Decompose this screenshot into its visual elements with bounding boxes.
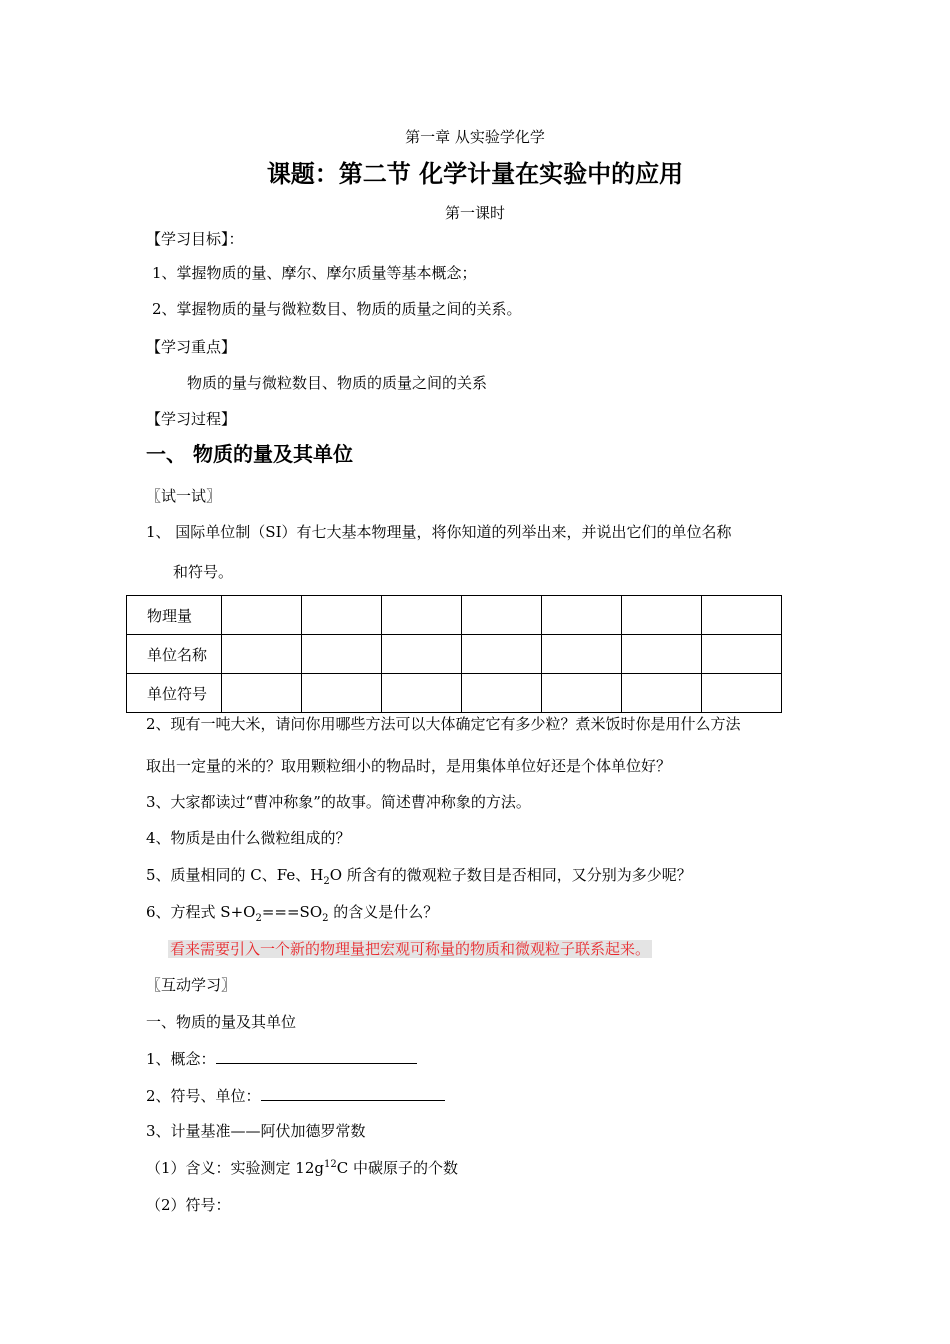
subscript: 2	[322, 913, 329, 924]
section-title: 一、 物质的量及其单位	[146, 442, 353, 466]
question-1: 1、 国际单位制（SI）有七大基本物理量，将你知道的列举出来，并说出它们的单位名称	[146, 523, 732, 541]
question-6-part: 6、方程式 S+O	[146, 903, 256, 921]
try-label: 〖试一试〗	[146, 487, 222, 505]
question-2-continued: 取出一定量的米的？取用颗粒细小的物品时，是用集体单位好还是个体单位好？	[146, 757, 672, 775]
table-cell	[382, 674, 462, 713]
question-4: 4、物质是由什么微粒组成的？	[146, 829, 351, 847]
quantity-table	[126, 595, 782, 713]
question-2: 2、现有一吨大米，请问你用哪些方法可以大体确定它有多少粒？煮米饭时你是用什么方法	[146, 715, 741, 733]
meaning-part: C 中碳原子的个数	[336, 1159, 458, 1177]
standard-item: 3、计量基准——阿伏加德罗常数	[146, 1122, 366, 1140]
highlight-text: 看来需要引入一个新的物理量把宏观可称量的物质和微观粒子联系起来。	[170, 940, 651, 958]
table-row	[127, 674, 782, 713]
question-5-part: O 所含有的微观粒子数目是否相同，又分别为多少呢？	[329, 866, 692, 884]
question-6	[146, 902, 438, 922]
table-row	[127, 596, 782, 635]
subscript: 2	[323, 876, 330, 887]
question-3: 3、大家都读过“曹冲称象”的故事。简述曹冲称象的方法。	[146, 793, 531, 811]
table-cell	[622, 674, 702, 713]
concept-blank[interactable]	[216, 1047, 417, 1064]
table-cell	[542, 635, 622, 674]
question-5	[146, 865, 692, 885]
symbol-unit-item	[146, 1084, 445, 1106]
question-5-part: 5、质量相同的 C、Fe、H	[146, 866, 324, 884]
table-cell	[382, 635, 462, 674]
lesson-title: 课题：第二节 化学计量在实验中的应用	[266, 160, 684, 188]
table-cell	[622, 596, 702, 635]
table-cell	[542, 596, 622, 635]
objective-item: 1、掌握物质的量、摩尔、摩尔质量等基本概念；	[152, 264, 477, 282]
lesson-period: 第一课时	[444, 204, 505, 222]
table-row-label: 物理量	[127, 596, 222, 635]
table-cell	[462, 674, 542, 713]
table-cell	[462, 635, 542, 674]
table-row-label: 单位符号	[127, 674, 222, 713]
table-cell	[702, 674, 782, 713]
focus-text: 物质的量与微粒数目、物质的质量之间的关系	[187, 374, 488, 392]
meaning-part: （1）含义：实验测定 12g	[146, 1159, 325, 1177]
table-cell	[622, 635, 702, 674]
table-cell	[702, 596, 782, 635]
concept-label: 1、概念：	[146, 1050, 216, 1068]
table-cell	[462, 596, 542, 635]
meaning-item	[146, 1158, 458, 1178]
table-cell	[222, 596, 302, 635]
chapter-heading: 第一章 从实验学化学	[405, 128, 545, 146]
table-row	[127, 635, 782, 674]
table-cell	[302, 596, 382, 635]
interactive-label: 〖互动学习〗	[146, 976, 237, 994]
question-1-continued: 和符号。	[173, 563, 234, 581]
question-6-part: 的含义是什么？	[328, 903, 439, 921]
table-row-label: 单位名称	[127, 635, 222, 674]
process-heading: 【学习过程】	[146, 410, 237, 428]
focus-heading: 【学习重点】	[146, 338, 237, 356]
table-cell	[542, 674, 622, 713]
superscript: 12	[324, 1159, 337, 1170]
table-cell	[702, 635, 782, 674]
symbol-unit-blank[interactable]	[261, 1084, 445, 1101]
objective-item: 2、掌握物质的量与微粒数目、物质的质量之间的关系。	[152, 300, 522, 318]
symbol-unit-label: 2、符号、单位：	[146, 1087, 261, 1105]
objectives-heading: 【学习目标】：	[146, 230, 244, 248]
table-cell	[302, 674, 382, 713]
table-cell	[222, 635, 302, 674]
concept-item	[146, 1047, 417, 1069]
symbol-item: （2）符号：	[146, 1196, 231, 1214]
subscript: 2	[255, 913, 262, 924]
table-cell	[222, 674, 302, 713]
table-cell	[382, 596, 462, 635]
question-6-part: ===SO	[261, 903, 323, 921]
table-cell	[302, 635, 382, 674]
interactive-section: 一、物质的量及其单位	[146, 1013, 297, 1031]
highlight-note	[168, 939, 652, 959]
